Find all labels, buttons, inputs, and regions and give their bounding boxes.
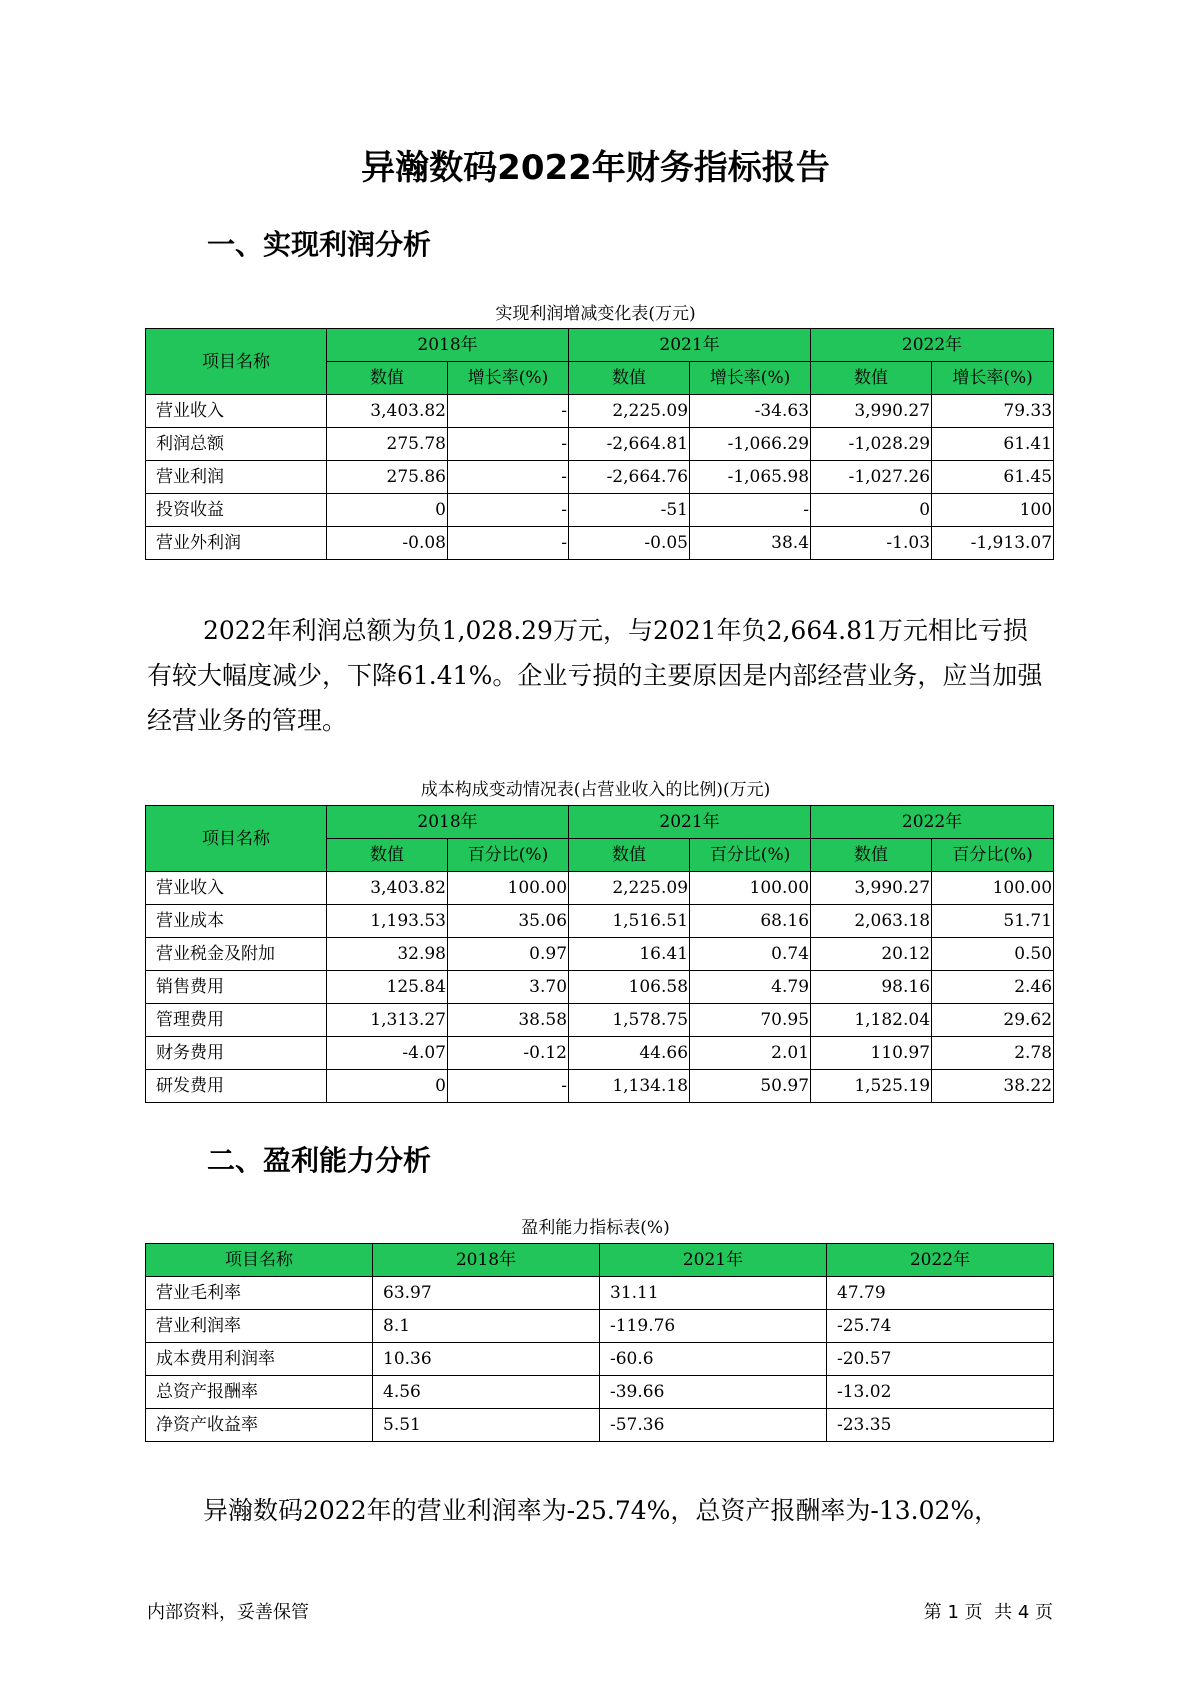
table-cell: 44.66 <box>569 1037 690 1070</box>
table-cell: - <box>448 527 569 560</box>
table-row <box>146 1037 1054 1070</box>
table1-name-header: 项目名称 <box>146 329 327 395</box>
section-heading-profit: 一、实现利润分析 <box>207 228 432 261</box>
row-label: 管理费用 <box>146 1004 327 1037</box>
table-cell: 275.86 <box>327 461 448 494</box>
table3-header: 2018年 <box>373 1244 600 1277</box>
table2-sub-header: 百分比(%) <box>448 839 569 872</box>
row-label: 销售费用 <box>146 971 327 1004</box>
table-cell: 47.79 <box>827 1277 1054 1310</box>
table-row <box>146 494 1054 527</box>
table-cell: 2,063.18 <box>811 905 932 938</box>
table-cell: 0 <box>327 494 448 527</box>
row-label: 净资产收益率 <box>146 1409 373 1442</box>
table3-header: 项目名称 <box>146 1244 373 1277</box>
table-cell: 3,403.82 <box>327 395 448 428</box>
table-row <box>146 1277 1054 1310</box>
table-cell: - <box>448 428 569 461</box>
table-cell: 38.22 <box>932 1070 1054 1103</box>
table-cell: -20.57 <box>827 1343 1054 1376</box>
table-row <box>146 461 1054 494</box>
table-cell: 1,313.27 <box>327 1004 448 1037</box>
row-label: 营业外利润 <box>146 527 327 560</box>
table-cell: -25.74 <box>827 1310 1054 1343</box>
row-label: 财务费用 <box>146 1037 327 1070</box>
table-cell: 35.06 <box>448 905 569 938</box>
table-cell: 79.33 <box>932 395 1054 428</box>
table-cell: 98.16 <box>811 971 932 1004</box>
profit-analysis-paragraph: 2022年利润总额为负1,028.29万元，与2021年负2,664.81万元相比亏损有较大幅度减少，下降61.41%。企业亏损的主要原因是内部经营业务，应当加强经营业务的管理。 <box>147 616 1043 735</box>
table1-sub-header: 数值 <box>569 362 690 395</box>
table-cell: 110.97 <box>811 1037 932 1070</box>
table1-sub-header: 增长率(%) <box>690 362 811 395</box>
table1-body <box>146 395 1054 560</box>
table-cell: 61.45 <box>932 461 1054 494</box>
table-row <box>146 527 1054 560</box>
table2-year-header: 2021年 <box>569 806 811 839</box>
table3-body <box>146 1277 1054 1442</box>
table1-sub-header: 数值 <box>327 362 448 395</box>
table-cell: 51.71 <box>932 905 1054 938</box>
table3-header: 2022年 <box>827 1244 1054 1277</box>
table-cell: -0.05 <box>569 527 690 560</box>
table-cell: 0 <box>327 1070 448 1103</box>
row-label: 成本费用利润率 <box>146 1343 373 1376</box>
table-cell: 2.01 <box>690 1037 811 1070</box>
table2-year-header: 2018年 <box>327 806 569 839</box>
table1-sub-header: 增长率(%) <box>448 362 569 395</box>
table2-body <box>146 872 1054 1103</box>
report-title: 异瀚数码2022年财务指标报告 <box>361 148 830 188</box>
table-cell: 1,578.75 <box>569 1004 690 1037</box>
table-cell: 31.11 <box>600 1277 827 1310</box>
table-row <box>146 1310 1054 1343</box>
table-cell: 0 <box>811 494 932 527</box>
row-label: 营业收入 <box>146 872 327 905</box>
table-cell: 16.41 <box>569 938 690 971</box>
table-cell: 8.1 <box>373 1310 600 1343</box>
footer-page-number: 第 1 页 共 4 页 <box>923 1602 1053 1623</box>
table-cell: 2.78 <box>932 1037 1054 1070</box>
table-cell: 68.16 <box>690 905 811 938</box>
table-cell: 0.50 <box>932 938 1054 971</box>
table-cell: - <box>448 461 569 494</box>
table1-sub-header: 数值 <box>811 362 932 395</box>
footer-confidential-note: 内部资料，妥善保管 <box>147 1602 309 1623</box>
table2-caption: 成本构成变动情况表(占营业收入的比例)(万元) <box>420 780 771 800</box>
table-cell: -39.66 <box>600 1376 827 1409</box>
table-row <box>146 971 1054 1004</box>
table-cell: -34.63 <box>690 395 811 428</box>
table-row <box>146 905 1054 938</box>
table-cell: -57.36 <box>600 1409 827 1442</box>
cost-structure-table <box>145 805 1054 1103</box>
table-cell: 5.51 <box>373 1409 600 1442</box>
table-cell: 10.36 <box>373 1343 600 1376</box>
table-cell: 125.84 <box>327 971 448 1004</box>
table-row <box>146 1376 1054 1409</box>
table-cell: 1,525.19 <box>811 1070 932 1103</box>
row-label: 营业收入 <box>146 395 327 428</box>
table-row <box>146 428 1054 461</box>
table3-caption: 盈利能力指标表(%) <box>521 1218 670 1238</box>
row-label: 营业利润 <box>146 461 327 494</box>
table-cell: 3,990.27 <box>811 872 932 905</box>
table-cell: 4.79 <box>690 971 811 1004</box>
profit-change-table <box>145 328 1054 560</box>
table-cell: 70.95 <box>690 1004 811 1037</box>
table-cell: 32.98 <box>327 938 448 971</box>
table3-header: 2021年 <box>600 1244 827 1277</box>
profitability-paragraph: 异瀚数码2022年的营业利润率为-25.74%，总资产报酬率为-13.02%， <box>203 1496 1000 1525</box>
table-cell: -1.03 <box>811 527 932 560</box>
table-cell: 3,990.27 <box>811 395 932 428</box>
row-label: 营业成本 <box>146 905 327 938</box>
table-cell: 1,182.04 <box>811 1004 932 1037</box>
table-cell: -23.35 <box>827 1409 1054 1442</box>
section-heading-profitability: 二、盈利能力分析 <box>207 1144 432 1177</box>
table-cell: -2,664.81 <box>569 428 690 461</box>
table1-sub-header: 增长率(%) <box>932 362 1054 395</box>
table-cell: -0.12 <box>448 1037 569 1070</box>
table1-year-header: 2021年 <box>569 329 811 362</box>
table-cell: 4.56 <box>373 1376 600 1409</box>
table-cell: -1,066.29 <box>690 428 811 461</box>
table-cell: 106.58 <box>569 971 690 1004</box>
table-cell: 1,516.51 <box>569 905 690 938</box>
table-row <box>146 938 1054 971</box>
table-cell: 2,225.09 <box>569 872 690 905</box>
table-cell: -1,028.29 <box>811 428 932 461</box>
row-label: 利润总额 <box>146 428 327 461</box>
table-cell: - <box>690 494 811 527</box>
table-row <box>146 395 1054 428</box>
table-cell: 1,134.18 <box>569 1070 690 1103</box>
table2-sub-header: 数值 <box>327 839 448 872</box>
table2-year-header: 2022年 <box>811 806 1054 839</box>
table-cell: 100.00 <box>690 872 811 905</box>
table1-caption: 实现利润增减变化表(万元) <box>495 304 696 324</box>
row-label: 营业利润率 <box>146 1310 373 1343</box>
table-cell: 50.97 <box>690 1070 811 1103</box>
table-cell: 100 <box>932 494 1054 527</box>
table-cell: - <box>448 1070 569 1103</box>
table-row <box>146 872 1054 905</box>
table-cell: 100.00 <box>448 872 569 905</box>
row-label: 营业税金及附加 <box>146 938 327 971</box>
table-cell: 0.74 <box>690 938 811 971</box>
table-cell: -1,913.07 <box>932 527 1054 560</box>
table-cell: 3,403.82 <box>327 872 448 905</box>
table-cell: -60.6 <box>600 1343 827 1376</box>
table1-year-header: 2018年 <box>327 329 569 362</box>
table-cell: -13.02 <box>827 1376 1054 1409</box>
table-cell: -119.76 <box>600 1310 827 1343</box>
table-cell: 61.41 <box>932 428 1054 461</box>
table-row <box>146 1343 1054 1376</box>
row-label: 投资收益 <box>146 494 327 527</box>
table-cell: -51 <box>569 494 690 527</box>
profitability-table <box>145 1243 1054 1442</box>
table-cell: 1,193.53 <box>327 905 448 938</box>
table-row <box>146 1409 1054 1442</box>
row-label: 总资产报酬率 <box>146 1376 373 1409</box>
table-cell: -1,027.26 <box>811 461 932 494</box>
table2-sub-header: 百分比(%) <box>690 839 811 872</box>
row-label: 营业毛利率 <box>146 1277 373 1310</box>
table-cell: 20.12 <box>811 938 932 971</box>
table2-sub-header: 数值 <box>811 839 932 872</box>
table-cell: 2,225.09 <box>569 395 690 428</box>
table1-year-header: 2022年 <box>811 329 1054 362</box>
table-cell: 29.62 <box>932 1004 1054 1037</box>
table-cell: 63.97 <box>373 1277 600 1310</box>
table-cell: 2.46 <box>932 971 1054 1004</box>
table-cell: 38.4 <box>690 527 811 560</box>
table-cell: - <box>448 494 569 527</box>
table-cell: 275.78 <box>327 428 448 461</box>
row-label: 研发费用 <box>146 1070 327 1103</box>
table-cell: 0.97 <box>448 938 569 971</box>
table-cell: 38.58 <box>448 1004 569 1037</box>
table-cell: 3.70 <box>448 971 569 1004</box>
table-cell: -4.07 <box>327 1037 448 1070</box>
table-cell: -2,664.76 <box>569 461 690 494</box>
table-row <box>146 1070 1054 1103</box>
table-cell: -1,065.98 <box>690 461 811 494</box>
table2-name-header: 项目名称 <box>146 806 327 872</box>
table-cell: -0.08 <box>327 527 448 560</box>
table-cell: - <box>448 395 569 428</box>
table2-sub-header: 百分比(%) <box>932 839 1054 872</box>
table2-sub-header: 数值 <box>569 839 690 872</box>
table-cell: 100.00 <box>932 872 1054 905</box>
table-row <box>146 1004 1054 1037</box>
